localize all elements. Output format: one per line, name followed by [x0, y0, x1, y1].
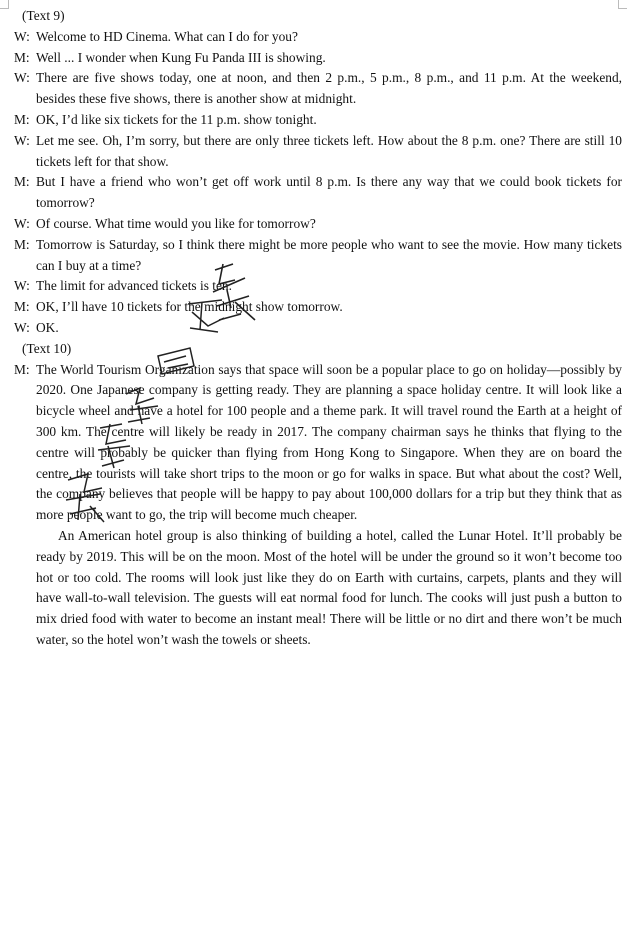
- dialogue-line: [14, 214, 622, 235]
- dialogue-text: But I have a friend who won’t get off work until 8 p.m. Is there any way that we could book tickets for tomorrow?: [36, 174, 622, 211]
- watermark-scribble: [182, 296, 228, 336]
- speaker-label: W:: [14, 278, 30, 294]
- document-page: [14, 6, 622, 651]
- dialogue-text: OK, I’d like six tickets for the 11 p.m. show tonight.: [36, 111, 317, 127]
- dialogue-line: [14, 297, 622, 318]
- dialogue-line: [14, 131, 622, 173]
- dialogue-text: There are five shows today, one at noon, and then 2 p.m., 5 p.m., 8 p.m., and 11 p.m. At the weekend, besides these five shows, there is another show at midnight.: [36, 70, 622, 107]
- monologue-paragraph: An American hotel group is also thinking of building a hotel, called the Lunar Hotel. It’ll probably be ready by 2019. This will be on the moon. Most of the hotel will be under the ground so it won’t become too hot or too cold. The rooms will look just like they do on Earth with curtains, carpets, plants and they will have wall-to-wall television. The guests will eat normal food for lunch. The cooks will just push a button to mix dried food with water to become an instant meal! There will be little or no dirt and there won’t be much water, so the hotel won’t wash the towels or sheets.: [36, 527, 622, 647]
- speaker-label: M:: [14, 49, 30, 65]
- paragraph-text: The World Tourism Organization says that space will soon be a popular place to go on holiday—possibly by 2020. One Japanese company is getting ready. They are planning a space holiday centre. It will look like a bicycle wheel and have a hotel for 100 people and a theme park. It will travel round the Earth at a height of 300 km. The centre will likely be ready in 2017. The company chairman says he thinks that flying to the centre will probably be quicker than flying from Hong Kong to Singapore. When they are on board the centre, the tourists will take short trips to the moon or go for walks in space. But what about the cost? Well, the company believes that people will be happy to pay about 100,000 dollars for a trip but they think that as more people want to go, the trip will become much cheaper.: [36, 361, 622, 523]
- page-corner-mark: [0, 0, 9, 9]
- speaker-label: W:: [14, 70, 30, 86]
- dialogue-line: [14, 276, 622, 297]
- watermark-scribble: [152, 344, 200, 384]
- dialogue-line: [14, 68, 622, 110]
- dialogue-text: The limit for advanced tickets is ten.: [36, 278, 232, 294]
- speaker-label: M:: [14, 236, 30, 252]
- section-title-text10: (Text 10): [22, 340, 72, 356]
- dialogue-text: Let me see. Oh, I’m sorry, but there are only three tickets left. How about the 8 p.m. one? There are still 10 tickets left for that show.: [36, 132, 622, 169]
- section-title-text9: (Text 9): [22, 8, 65, 23]
- speaker-label: M:: [14, 111, 30, 127]
- speaker-label: M:: [14, 361, 30, 377]
- dialogue-line: [14, 48, 622, 69]
- speaker-label: M:: [14, 174, 30, 190]
- dialogue-line: [14, 27, 622, 48]
- speaker-label: W:: [14, 132, 30, 148]
- dialogue-line: [14, 318, 622, 339]
- dialogue-text: OK, I’ll have 10 tickets for the midnight show tomorrow.: [36, 299, 343, 315]
- dialogue-line: [14, 172, 622, 214]
- dialogue-line: [14, 110, 622, 131]
- dialogue-text: Of course. What time would you like for tomorrow?: [36, 215, 316, 231]
- watermark-scribble: [60, 470, 110, 526]
- speaker-label: W:: [14, 215, 30, 231]
- dialogue-text: Tomorrow is Saturday, so I think there might be more people who want to see the movie. How many tickets can I buy at a time?: [36, 236, 622, 273]
- speaker-label: W:: [14, 319, 30, 335]
- dialogue-line: [14, 235, 622, 277]
- dialogue-text: OK.: [36, 319, 59, 335]
- dialogue-text: Welcome to HD Cinema. What can I do for you?: [36, 28, 298, 44]
- speaker-label: M:: [14, 299, 30, 315]
- speaker-label: W:: [14, 28, 30, 44]
- dialogue-text: Well ... I wonder when Kung Fu Panda III is showing.: [36, 49, 326, 65]
- watermark-scribble: [92, 420, 136, 474]
